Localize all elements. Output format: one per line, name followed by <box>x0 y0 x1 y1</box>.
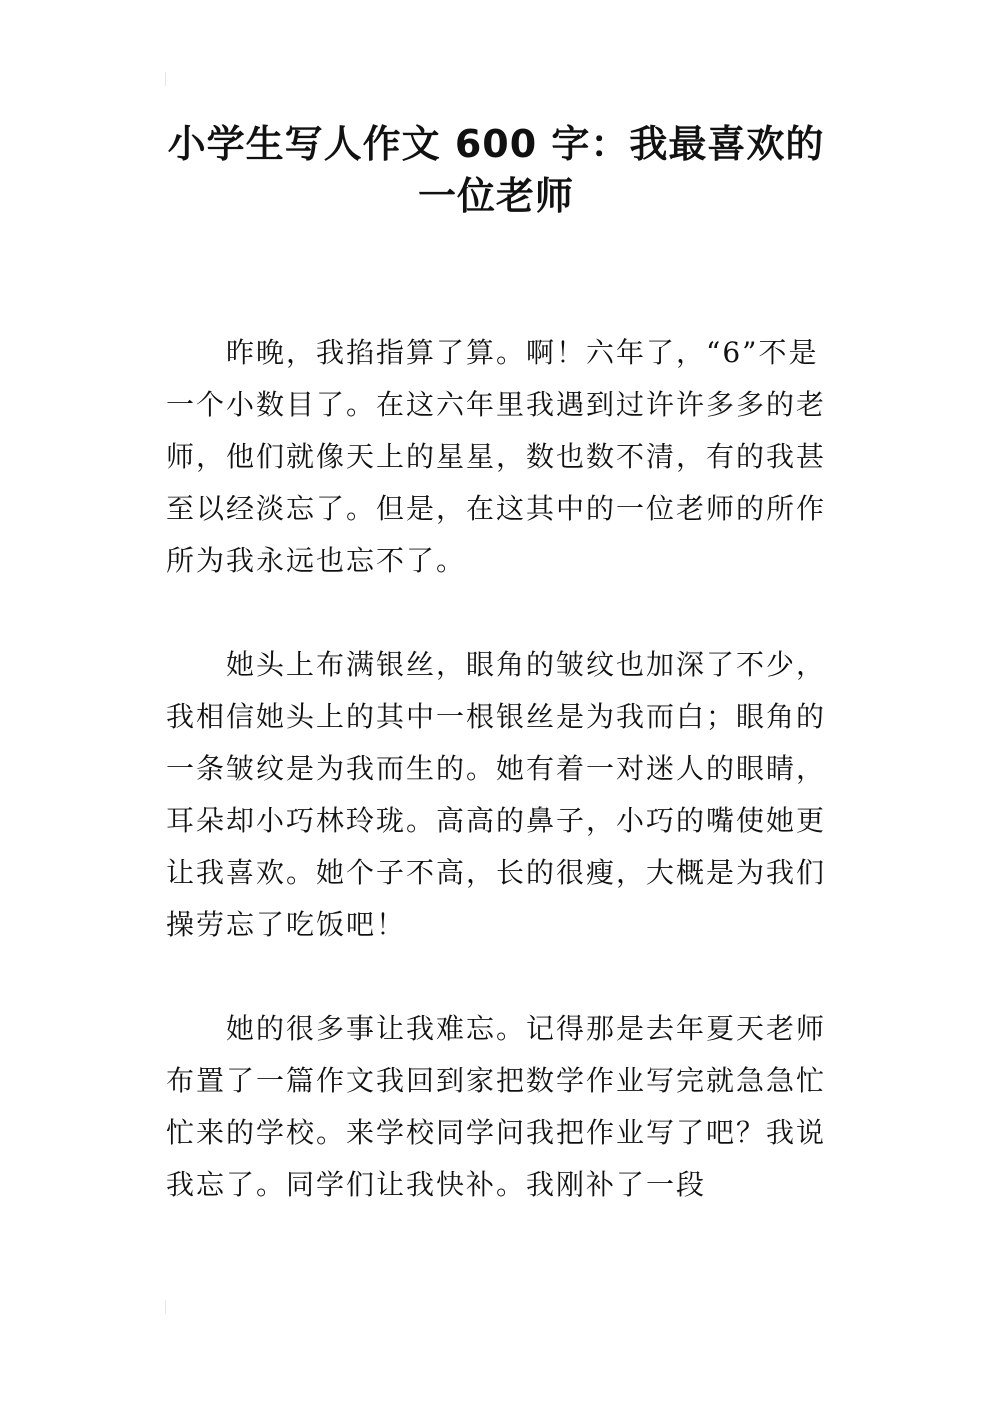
paragraph-line: 操劳忘了吃饭吧！ <box>166 908 407 941</box>
paragraph-line: 至以经淡忘了。但是，在这其中的一位老师的所作 <box>166 492 827 525</box>
paragraph-line: 她的很多事让我难忘。记得那是去年夏天老师 <box>226 1012 827 1045</box>
paragraph-line: 我相信她头上的其中一根银丝是为我而白；眼角的 <box>166 700 827 733</box>
paragraph-line: 昨晚，我掐指算了算。啊！六年了，“6”不是 <box>226 336 819 369</box>
paragraph-line: 她头上布满银丝，眼角的皱纹也加深了不少， <box>226 648 827 681</box>
title-line: 小学生写人作文 600 字：我最喜欢的 <box>167 122 825 166</box>
paragraph-line: 布置了一篇作文我回到家把数学作业写完就急急忙 <box>166 1064 827 1097</box>
paragraph-line: 一个小数目了。在这六年里我遇到过许许多多的老 <box>166 388 827 421</box>
paragraph-line: 师，他们就像天上的星星，数也数不清，有的我甚 <box>166 440 827 473</box>
paragraph <box>166 327 836 587</box>
paragraph-line: 让我喜欢。她个子不高，长的很瘦，大概是为我们 <box>166 856 827 889</box>
page-corner-mark <box>165 72 166 86</box>
paragraph-line: 我忘了。同学们让我快补。我刚补了一段 <box>166 1168 707 1201</box>
page-corner-mark <box>165 1300 166 1314</box>
paragraph-line: 所为我永远也忘不了。 <box>166 544 467 577</box>
paragraph <box>166 639 836 951</box>
paragraph <box>166 1003 836 1211</box>
title-line: 一位老师 <box>417 174 574 218</box>
document-title <box>0 118 992 222</box>
paragraph-line: 忙来的学校。来学校同学问我把作业写了吧？我说 <box>166 1116 827 1149</box>
paragraph-line: 一条皱纹是为我而生的。她有着一对迷人的眼睛， <box>166 752 827 785</box>
document-body <box>166 327 836 1263</box>
paragraph-line: 耳朵却小巧林玲珑。高高的鼻子，小巧的嘴使她更 <box>166 804 827 837</box>
